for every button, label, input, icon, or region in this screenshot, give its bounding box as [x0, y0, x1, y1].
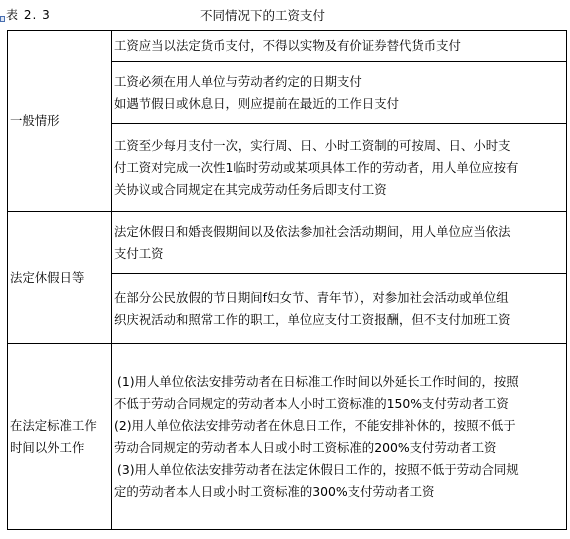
rule-text: 关协议或合同规定在其完成劳动任务后即支付工资 — [114, 181, 387, 197]
rule-cell — [112, 274, 567, 344]
category-label: 时间以外工作 — [10, 439, 85, 455]
rule-text: 定的劳动者本人日或小时工资标准的300%支付劳动者工资 — [114, 483, 435, 499]
rule-text: 工资必须在用人单位与劳动者约定的日期支付 — [114, 73, 362, 89]
table-number: 表 2. 3 — [6, 8, 51, 22]
rule-text: (2)用人单位依法安排劳动者在休息日工作，不能安排补休的，按照不低于 — [114, 417, 516, 433]
anchor-icon — [0, 16, 5, 22]
rule-text: 工资至少每月支付一次，实行周、日、小时工资制的可按周、日、小时支 — [114, 137, 511, 153]
rule-text: 工资应当以法定货币支付，不得以实物及有价证券替代货币支付 — [114, 38, 461, 53]
rule-text: 支付工资 — [114, 245, 164, 261]
rule-text: 不低于劳动合同规定的劳动者本人小时工资标准的150%支付劳动者工资 — [114, 395, 509, 411]
category-cell — [8, 212, 112, 344]
rule-cell — [112, 344, 567, 530]
rule-text: 法定休假日和婚丧假期间以及依法参加社会活动期间，用人单位应当依法 — [114, 223, 511, 239]
table-title: 不同情况下的工资支付 — [200, 8, 326, 23]
rule-text: (3)用人单位依法安排劳动者在法定休假日工作的，按照不低于劳动合同规 — [117, 461, 519, 477]
category-label: 在法定标准工作 — [10, 417, 97, 433]
rule-text: 织庆祝活动和照常工作的职工，单位应支付工资报酬，但不支付加班工资 — [114, 311, 511, 327]
rule-text: 付工资对完成一次性1临时劳动或某项具体工作的劳动者，用人单位应按有 — [114, 159, 519, 175]
wage-payment-table — [7, 30, 567, 530]
rule-text: (1)用人单位依法安排劳动者在日标准工作时间以外延长工作时间的，按照 — [117, 373, 519, 389]
rule-cell — [112, 31, 567, 62]
table-row — [8, 212, 567, 274]
rule-text: 劳动合同规定的劳动者本人日或小时工资标准的200%支付劳动者工资 — [114, 439, 497, 455]
rule-text: 在部分公民放假的节日期间f妇女节、青年节），对参加社会活动或单位组 — [114, 289, 509, 305]
table-caption — [0, 0, 570, 30]
category-label: 法定休假日等 — [10, 269, 85, 285]
category-cell — [8, 31, 112, 212]
rule-text: 如遇节假日或休息日，则应提前在最近的工作日支付 — [114, 95, 399, 111]
rule-cell — [112, 62, 567, 124]
table-row — [8, 31, 567, 62]
table-row — [8, 344, 567, 530]
rule-cell — [112, 124, 567, 212]
category-cell — [8, 344, 112, 530]
rule-cell — [112, 212, 567, 274]
category-label: 一般情形 — [10, 113, 60, 128]
